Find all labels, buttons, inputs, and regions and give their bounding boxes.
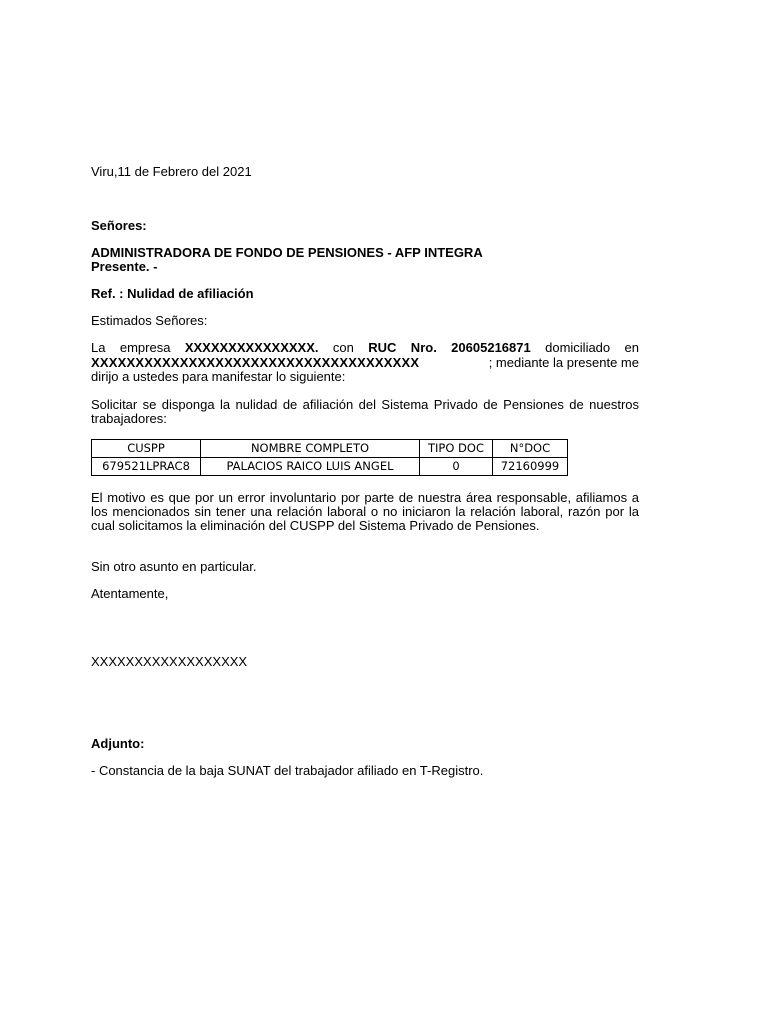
intro-text-2: con: [332, 340, 369, 355]
attachment-label: Adjunto:: [91, 736, 145, 751]
greeting: Estimados Señores:: [91, 313, 208, 328]
attachment-item: - Constancia de la baja SUNAT del trabajador afiliado en T-Registro.: [91, 763, 484, 778]
table-header-row: [92, 440, 568, 458]
cell-nombre: PALACIOS RAICO LUIS ANGEL: [201, 458, 420, 476]
salutation: Señores:: [91, 218, 147, 233]
reason-paragraph: El motivo es que por un error involuntario por parte de nuestra área responsable, afiliamos a los mencionados sin tener una relación laboral o no iniciaron la relación laboral, razón por la cual solicitamos la eliminación del CUSPP del Sistema Privado de Pensiones.: [91, 490, 639, 533]
intro-text-1: La empresa: [91, 340, 185, 355]
header-tipo-doc: TIPO DOC: [420, 440, 493, 458]
intro-line-1: [91, 341, 639, 355]
intro-text-4: ; mediante la presente me: [488, 355, 639, 370]
ruc-number: RUC Nro. 20605216871: [368, 340, 531, 355]
cell-tipo-doc: 0: [420, 458, 493, 476]
header-nombre: NOMBRE COMPLETO: [201, 440, 420, 458]
presente: Presente. -: [91, 259, 158, 274]
date-line: Viru,11 de Febrero del 2021: [91, 164, 252, 179]
signer-name: XXXXXXXXXXXXXXXXXX: [91, 654, 248, 669]
affiliation-table: [91, 439, 568, 476]
request-paragraph: Solicitar se disponga la nulidad de afiliación del Sistema Privado de Pensiones de nuestros trabajadores:: [91, 397, 639, 426]
closing-line-2: Atentamente,: [91, 586, 169, 601]
address: XXXXXXXXXXXXXXXXXXXXXXXXXXXXXXXXXXXXX: [91, 355, 420, 370]
company-name: XXXXXXXXXXXXXXX.: [184, 340, 319, 355]
cell-num-doc: 72160999: [493, 458, 568, 476]
header-cuspp: CUSPP: [92, 440, 201, 458]
table-row: [92, 458, 568, 476]
intro-text-3: domiciliado en: [545, 340, 639, 355]
reference: Ref. : Nulidad de afiliación: [91, 286, 254, 301]
cell-cuspp: 679521LPRAC8: [92, 458, 201, 476]
intro-line-2: [91, 356, 639, 370]
closing-line-1: Sin otro asunto en particular.: [91, 559, 257, 574]
header-num-doc: N°DOC: [493, 440, 568, 458]
recipient: ADMINISTRADORA DE FONDO DE PENSIONES - AFP INTEGRA: [91, 245, 483, 260]
intro-line-3: dirijo a ustedes para manifestar lo siguiente:: [91, 369, 346, 384]
